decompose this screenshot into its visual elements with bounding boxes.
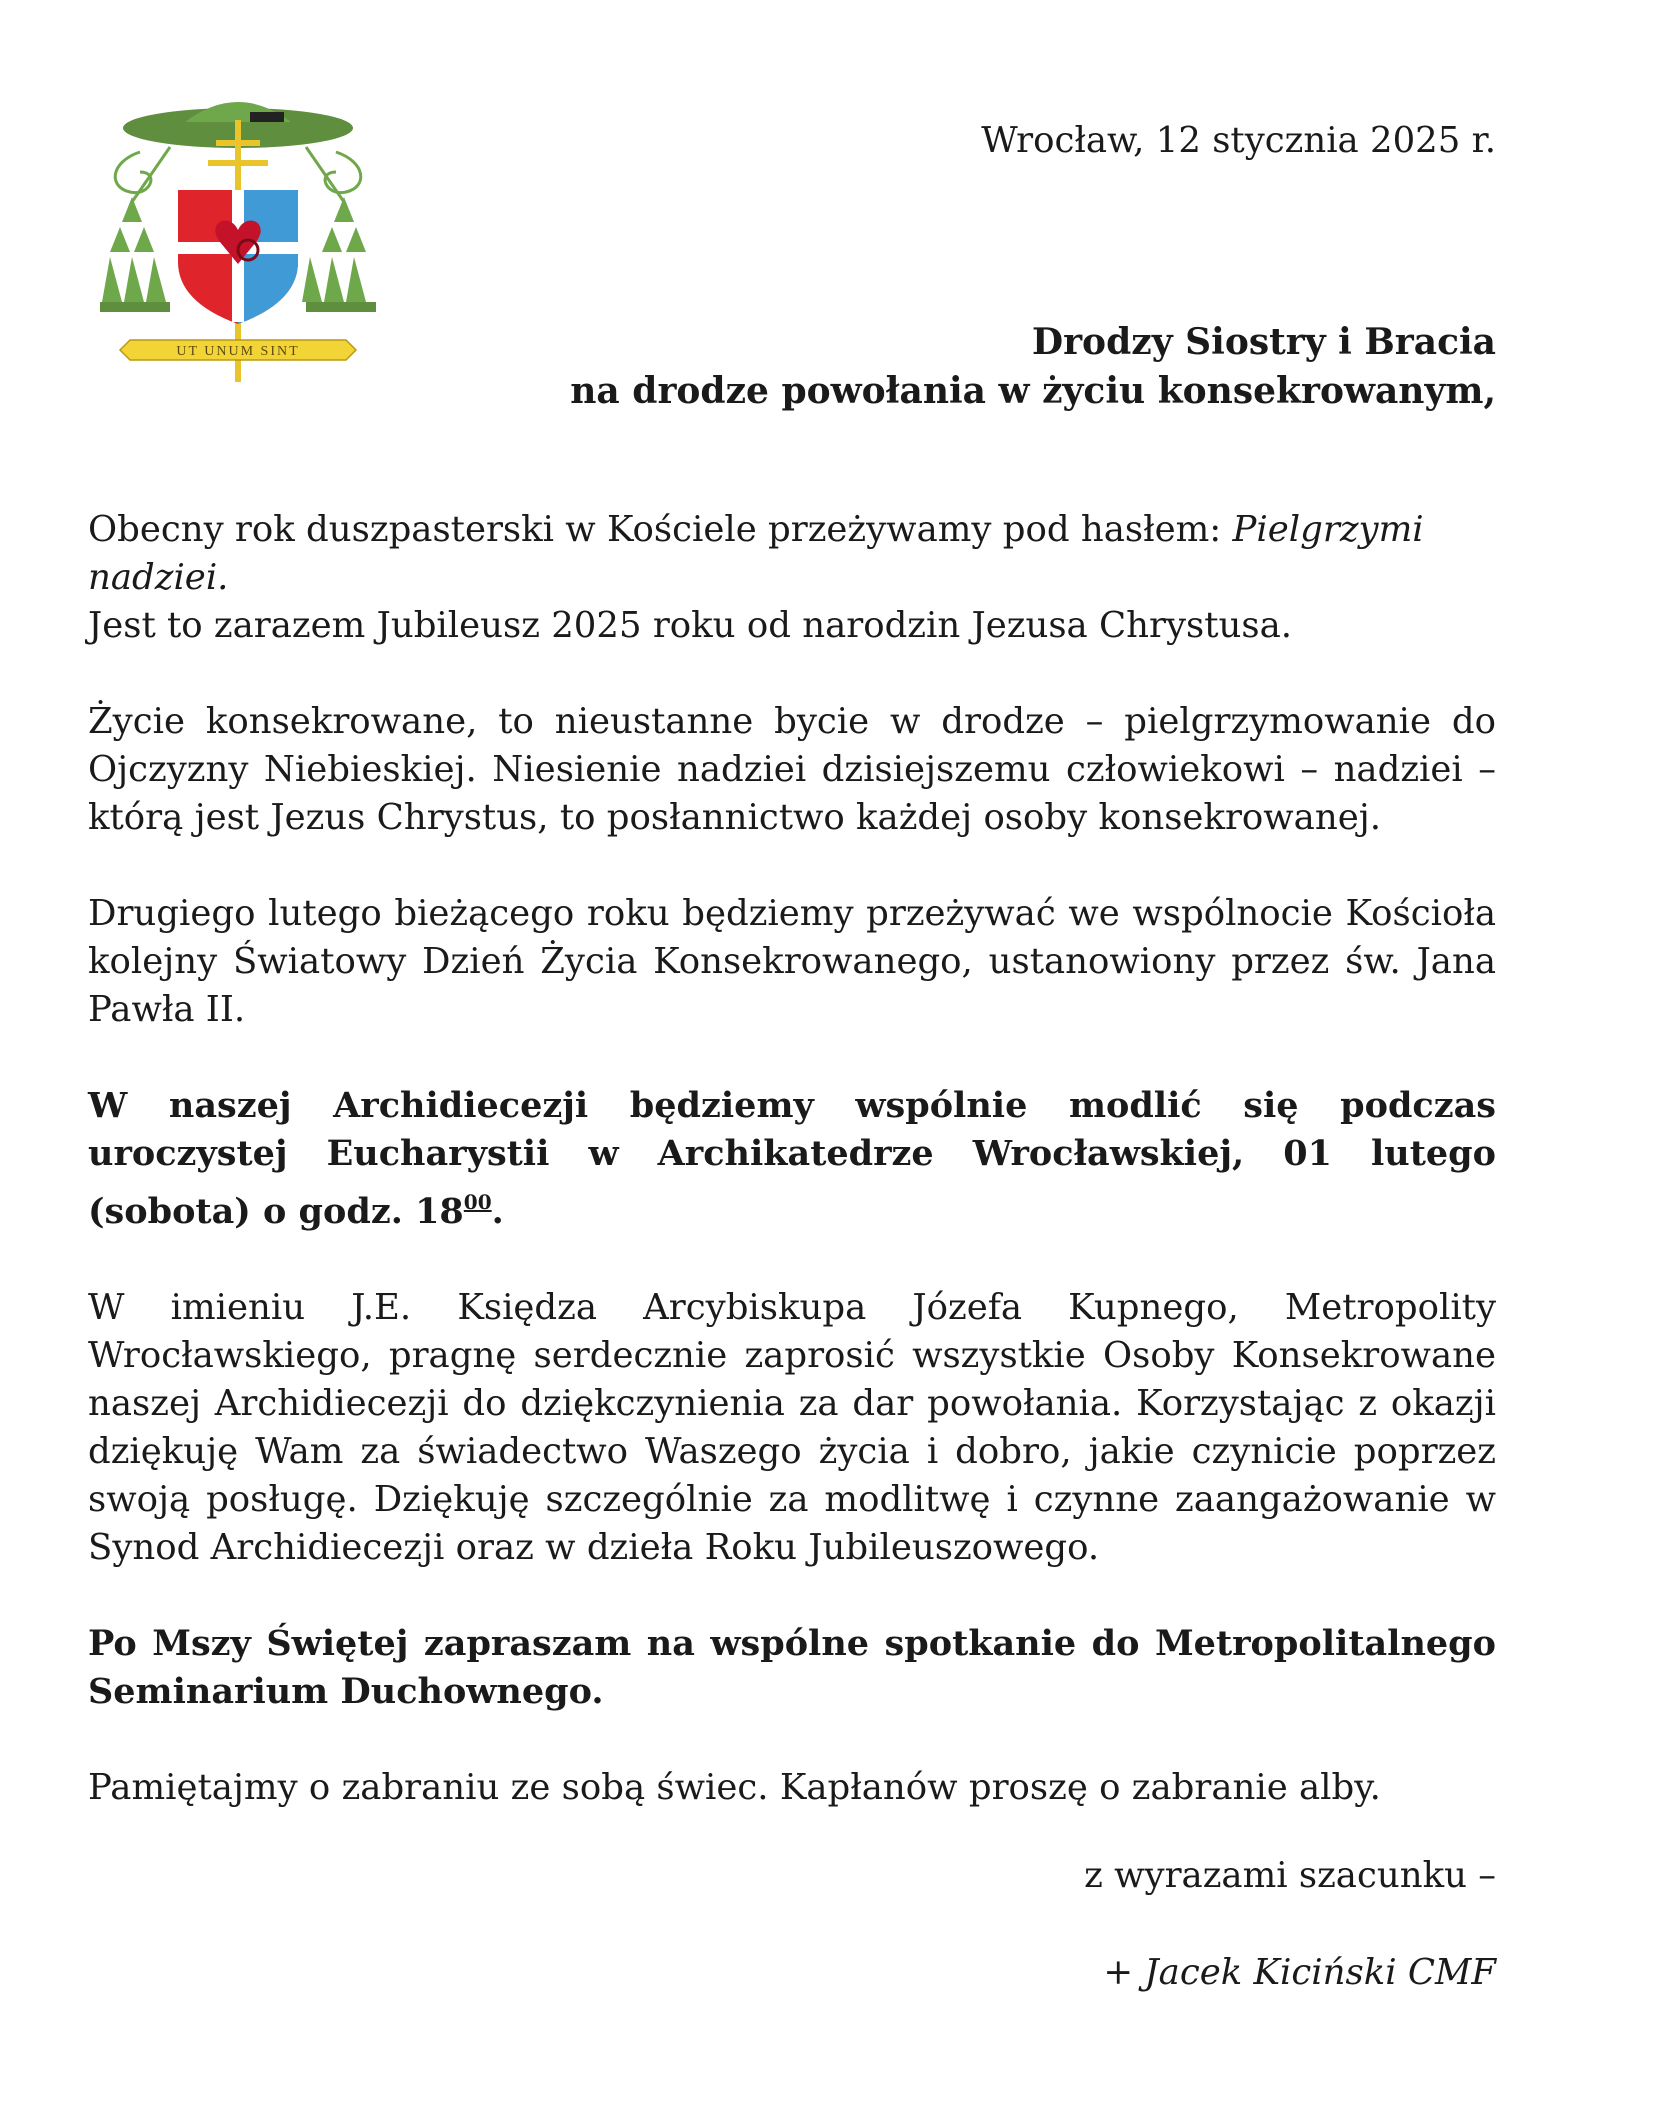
paragraph-1-italic: Pielgrzymi nadziei. — [88, 509, 1424, 598]
paragraph-6: Po Mszy Świętej zapraszam na wspólne spotkanie do Metropolitalnego Seminarium Duchownego. — [88, 1623, 1496, 1712]
paragraph-7: Pamiętajmy o zabraniu ze sobą świec. Kapłanów proszę o zabranie alby. — [88, 1767, 1381, 1808]
paragraph-5: W imieniu J.E. Księdza Arcybiskupa Józefa Kupnego, Metropolity Wrocławskiego, pragnę serdecznie zaprosić wszystkie Osoby Konsekrowane naszej Archidiecezji do dziękczynienia za dar powołania. Korzystając z okazji dziękuję Wam za świadectwo Waszego życia i dobro, jakie czynicie poprzez swoją posługę. Dziękuję szczególnie za modlitwę i czynne zaangażowanie w Synod Archidiecezji oraz w dzieła Roku Jubileuszowego. — [88, 1287, 1496, 1568]
paragraph-1 — [88, 506, 1496, 650]
coat-of-arms-icon — [100, 92, 376, 392]
paragraph-4-text: W naszej Archidiecezji będziemy wspólnie modlić się podczas uroczystej Eucharystii w Archikatedrze Wrocławskiej, 01 lutego (sobota) o godz. 18 — [88, 1085, 1496, 1232]
salutation-line-2: na drodze powołania w życiu konsekrowanym, — [570, 370, 1496, 412]
paragraph-1-text-a: Obecny rok duszpasterski w Kościele przeżywamy pod hasłem: — [88, 509, 1233, 550]
time-superscript: 00 — [463, 1190, 492, 1214]
letter-date: Wrocław, 12 stycznia 2025 r. — [981, 120, 1496, 161]
closing-phrase: z wyrazami szacunku – — [1084, 1855, 1496, 1896]
salutation-line-1: Drodzy Siostry i Bracia — [1031, 321, 1496, 363]
paragraph-4 — [88, 1082, 1496, 1236]
motto-text: UT UNUM SINT — [176, 344, 300, 359]
salutation — [570, 318, 1496, 416]
paragraph-1-text-b: Jest to zarazem Jubileusz 2025 roku od narodzin Jezusa Chrystusa. — [88, 605, 1293, 646]
letter-body — [88, 506, 1496, 1860]
signature: + Jacek Kiciński CMF — [1103, 1952, 1496, 1993]
paragraph-2: Życie konsekrowane, to nieustanne bycie w drodze – pielgrzymowanie do Ojczyzny Niebieskiej. Niesienie nadziei dzisiejszemu człowiekowi – nadziei – którą jest Jezus Chrystus, to posłannictwo każdej osoby konsekrowanej. — [88, 701, 1496, 838]
paragraph-4-end: . — [491, 1191, 504, 1232]
paragraph-3: Drugiego lutego bieżącego roku będziemy przeżywać we wspólnocie Kościoła kolejny Światowy Dzień Życia Konsekrowanego, ustanowiony przez św. Jana Pawła II. — [88, 893, 1496, 1030]
